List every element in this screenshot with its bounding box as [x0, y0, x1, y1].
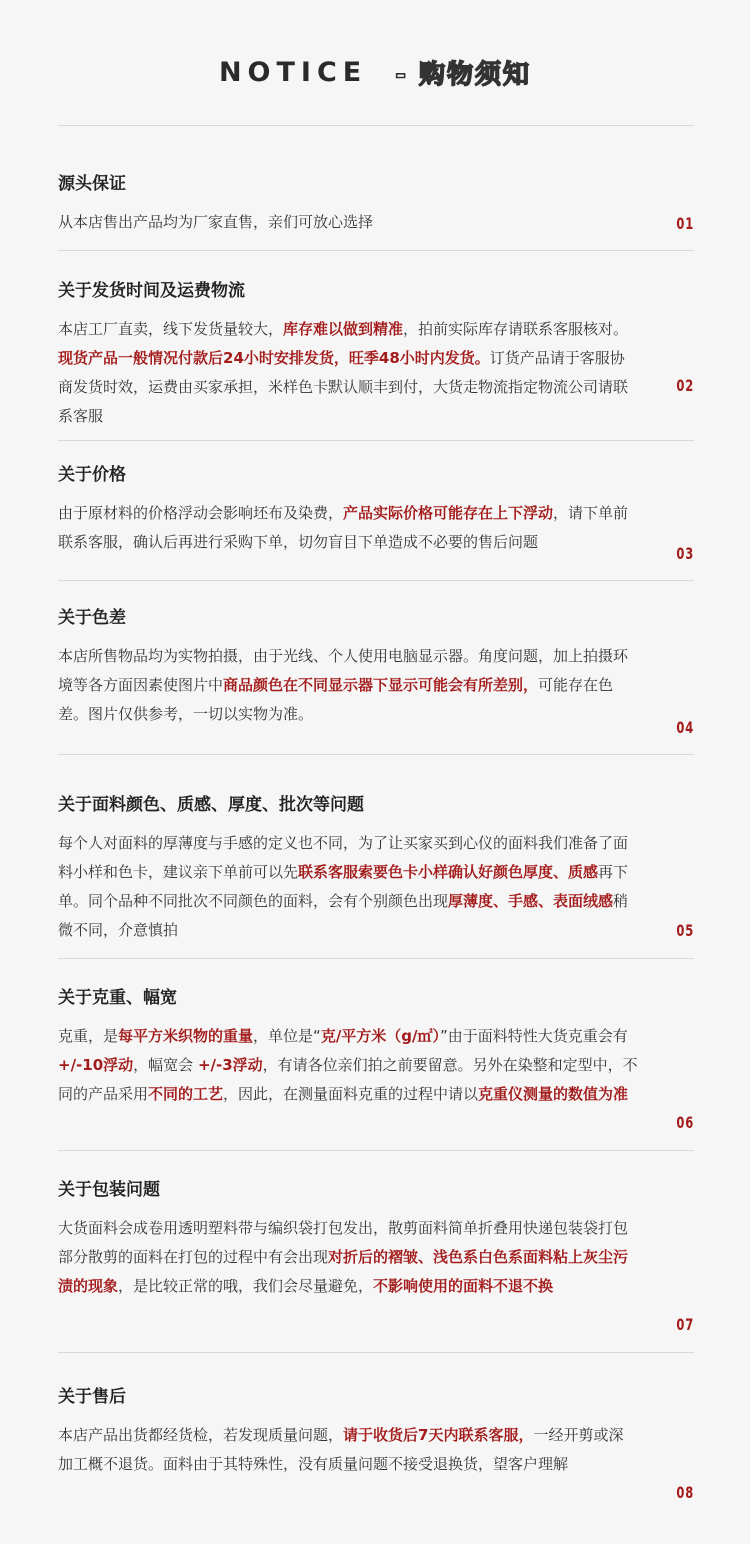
notice-section — [58, 1385, 694, 1502]
section-body — [58, 642, 638, 729]
body-text: ，幅宽会 — [133, 1056, 198, 1074]
section-number: 06 — [676, 1113, 694, 1132]
body-text: ，请下单前联系客服，确认后再进行采购下单，切勿盲目下单造成不必要的售后问题 — [58, 504, 629, 551]
section-body — [58, 1214, 638, 1301]
body-text: 由于原材料的价格浮动会影响坯布及染费， — [58, 504, 344, 522]
section-body — [58, 499, 638, 557]
highlight-text: +/-10浮动 — [58, 1056, 134, 1074]
highlight-text: 请于收货后7天内联系客服， — [343, 1426, 534, 1444]
highlight-text: 厚薄度、手感、表面绒感 — [448, 892, 614, 910]
body-text: 克重，是 — [58, 1027, 119, 1045]
highlight-text: +/-3浮动 — [197, 1056, 263, 1074]
body-text: ，单位是“ — [253, 1027, 321, 1045]
highlight-text: 克/平方米（g/㎡） — [320, 1027, 441, 1045]
highlight-text: 每平方米织物的重量 — [118, 1027, 254, 1045]
section-title: 源头保证 — [58, 174, 126, 194]
highlight-text: 对折后的褶皱、浅色系白色系面料粘上灰尘污渍的现象 — [58, 1248, 629, 1295]
body-text: 本店所售物品均为实物拍摄，由于光线、个人使用电脑显示器。角度问题，加上拍摄环境等各方面因素使图片中 — [58, 647, 629, 694]
body-text: 每个人对面料的厚薄度与手感的定义也不同，为了让买家买到心仪的面料我们准备了面料小样和色卡，建议亲下单前可以先 — [58, 834, 629, 881]
section-title: 关于面料颜色、质感、厚度、批次等问题 — [58, 795, 364, 815]
notice-section — [58, 172, 694, 233]
highlight-text: 现货产品一般情况付款后24小时安排发货，旺季48小时内发货。 — [58, 349, 490, 367]
highlight-text: 商品颜色在不同显示器下显示可能会有所差别， — [223, 676, 539, 694]
body-text: ，是比较正常的哦，我们会尽量避免， — [118, 1277, 374, 1295]
notice-section — [58, 1178, 694, 1334]
body-text: 稍微不同，介意慎拍 — [58, 892, 629, 939]
divider — [58, 1352, 694, 1353]
body-text: ”由于面料特性大货克重会有 — [440, 1027, 628, 1045]
section-body — [58, 829, 638, 945]
section-number: 05 — [676, 921, 694, 940]
section-title: 关于克重、幅宽 — [58, 988, 177, 1008]
body-text: 本店工厂直卖，线下发货量较大， — [58, 320, 284, 338]
body-text: 再下单。同个品种不同批次不同颜色的面料，会有个别颜色出现 — [58, 863, 629, 910]
section-number: 03 — [676, 544, 694, 563]
section-number: 02 — [676, 376, 694, 395]
divider — [58, 125, 694, 126]
section-number: 01 — [676, 214, 694, 233]
body-text: 订货产品请于客服协商发货时效，运费由买家承担，米样色卡默认顺丰到付，大货走物流指定物流公司请联系客服 — [58, 349, 629, 425]
body-text: 从本店售出产品均为厂家直售，亲们可放心选择 — [58, 213, 374, 231]
highlight-text: 克重仪测量的数值为准 — [478, 1085, 629, 1103]
section-title: 关于价格 — [58, 465, 126, 485]
divider — [58, 250, 694, 251]
section-title: 关于发货时间及运费物流 — [58, 281, 245, 301]
body-text: ，有请各位亲们拍之前要留意。另外在染整和定型中，不同的产品采用 — [58, 1056, 638, 1103]
body-text: 大货面料会成卷用透明塑料带与编织袋打包发出，散剪面料简单折叠用快递包装袋打包部分散剪的面料在打包的过程中有会出现 — [58, 1219, 629, 1266]
section-body — [58, 208, 638, 237]
notice-section — [58, 793, 694, 940]
section-title: 关于售后 — [58, 1387, 126, 1407]
section-number: 08 — [676, 1483, 694, 1502]
body-text: 可能存在色差。图片仅供参考，一切以实物为准。 — [58, 676, 614, 723]
body-text: ，因此，在测量面料克重的过程中请以 — [223, 1085, 479, 1103]
body-text: 一经开剪或深加工概不退货。面料由于其特殊性，没有质量问题不接受退换货，望客户理解 — [58, 1426, 624, 1473]
notice-section — [58, 986, 694, 1132]
divider — [58, 580, 694, 581]
highlight-text: 联系客服索要色卡小样确认好颜色厚度、质感 — [298, 863, 599, 881]
section-body — [58, 315, 638, 431]
section-number: 04 — [676, 718, 694, 737]
section-body — [58, 1022, 638, 1109]
divider — [58, 754, 694, 755]
section-body — [58, 1421, 638, 1479]
header-title-en: NOTICE — [218, 56, 368, 88]
body-text: ，拍前实际库存请联系客服核对。 — [403, 320, 629, 338]
section-title: 关于色差 — [58, 608, 126, 628]
page-header — [0, 52, 750, 92]
divider — [58, 1150, 694, 1151]
highlight-text: 不同的工艺 — [148, 1085, 224, 1103]
highlight-text: 不影响使用的面料不退不换 — [373, 1277, 554, 1295]
notice-section — [58, 606, 694, 737]
notice-section — [58, 463, 694, 563]
highlight-text: 产品实际价格可能存在上下浮动 — [343, 504, 554, 522]
divider — [58, 958, 694, 959]
header-title-cn: - 购物须知 — [395, 59, 532, 90]
section-number: 07 — [676, 1315, 694, 1334]
highlight-text: 库存难以做到精准 — [283, 320, 404, 338]
notice-section — [58, 279, 694, 425]
section-title: 关于包装问题 — [58, 1180, 160, 1200]
body-text: 本店产品出货都经货检，若发现质量问题， — [58, 1426, 344, 1444]
divider — [58, 440, 694, 441]
